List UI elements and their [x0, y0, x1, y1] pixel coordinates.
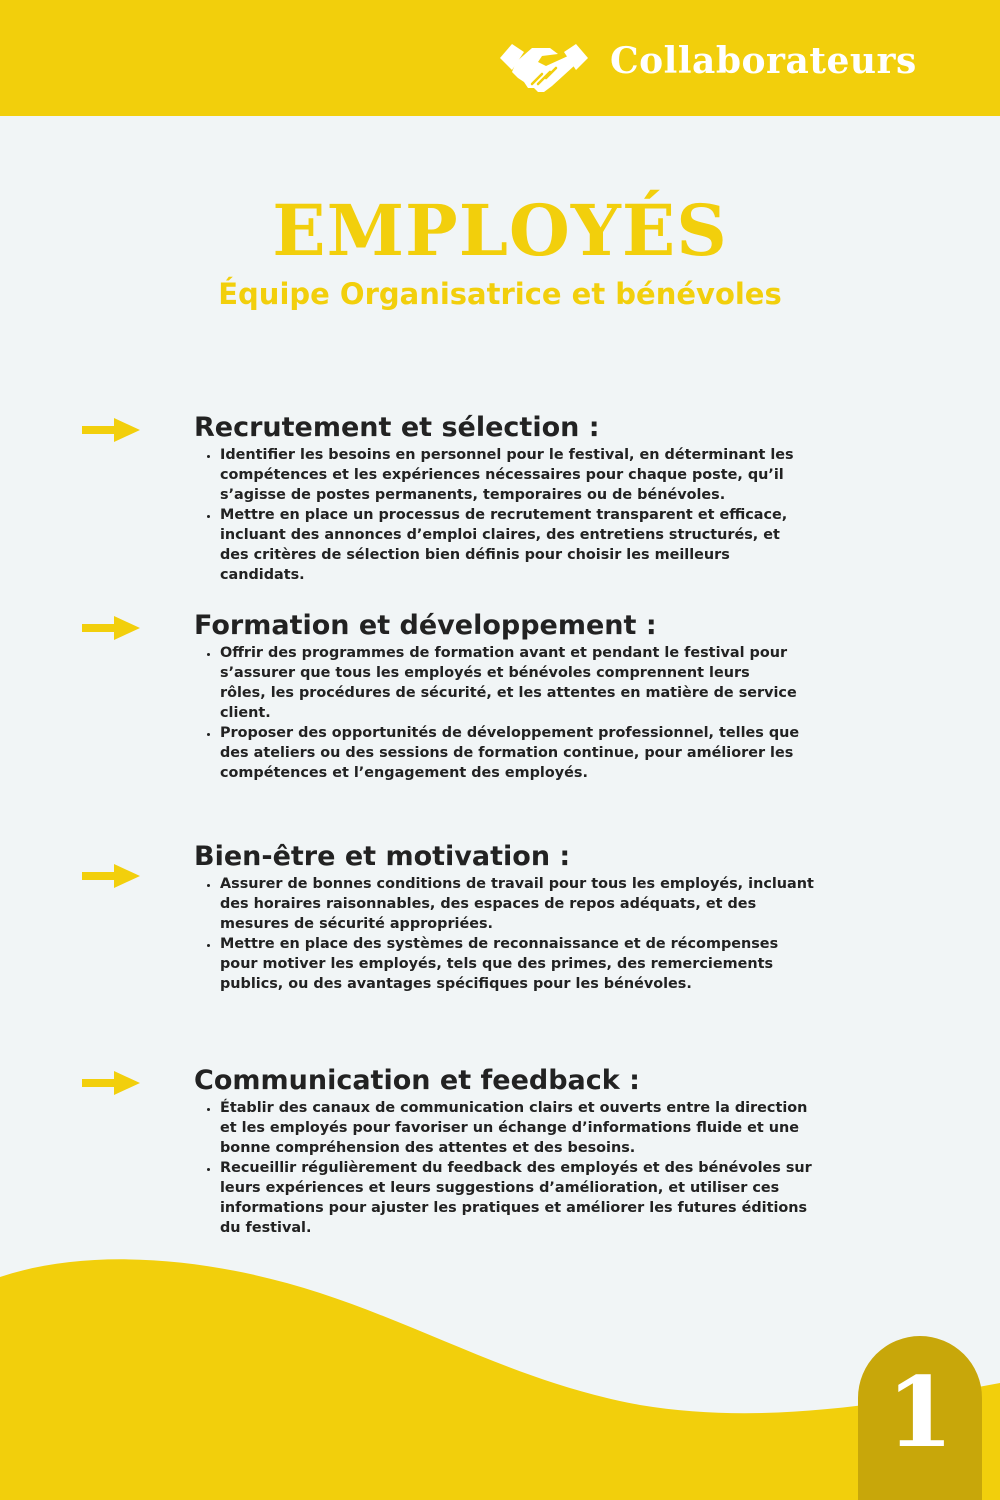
header-bar: [0, 0, 1000, 116]
section-heading: Communication et feedback :: [194, 1065, 640, 1096]
bullet-item: • Établir des canaux de communication clairs et ouverts entre la direction et les employés pour favoriser un échange d’informations fluide et une bonne compréhension des attentes et des besoins.: [220, 1098, 820, 1158]
section-heading: Formation et développement :: [194, 610, 657, 641]
bullet-item: • Mettre en place des systèmes de reconnaissance et de récompenses pour motiver les employés, tels que des primes, des remerciements publics, ou des avantages spécifiques pour les bénévoles.: [220, 934, 820, 994]
section-bullets: [204, 643, 800, 783]
section-bullets: [204, 1098, 820, 1238]
bullet-item: • Recueillir régulièrement du feedback des employés et des bénévoles sur leurs expériences et leurs suggestions d’amélioration, et utiliser ces informations pour ajuster les pratiques et améliorer les futures éditions du festival.: [220, 1158, 820, 1238]
section-bullets: [204, 445, 800, 585]
bullet-item: • Offrir des programmes de formation avant et pendant le festival pour s’assurer que tous les employés et bénévoles comprennent leurs rôles, les procédures de sécurité, et les attentes en matière de service client.: [220, 643, 800, 723]
arrow-right-icon: [80, 1068, 142, 1098]
arrow-right-icon: [80, 415, 142, 445]
section-bullets: [204, 874, 820, 994]
arrow-right-icon: [80, 861, 142, 891]
page-number: 1: [886, 1356, 954, 1469]
page-subtitle: Équipe Organisatrice et bénévoles: [218, 277, 782, 311]
handshake-icon: [498, 38, 590, 96]
bullet-item: • Identifier les besoins en personnel pour le festival, en déterminant les compétences et les expériences nécessaires pour chaque poste, qu’il s’agisse de postes permanents, temporaires ou de bénévoles.: [220, 445, 800, 505]
page-number-badge: [858, 1336, 982, 1500]
section-heading: Bien-être et motivation :: [194, 841, 571, 872]
header-title: Collaborateurs: [610, 40, 917, 82]
bullet-item: • Mettre en place un processus de recrutement transparent et efficace, incluant des annonces d’emploi claires, des entretiens structurés, et des critères de sélection bien définis pour choisir les meilleurs candidats.: [220, 505, 800, 585]
footer-wave: [0, 1255, 1000, 1500]
bullet-item: • Proposer des opportunités de développement professionnel, telles que des ateliers ou des sessions de formation continue, pour améliorer les compétences et l’engagement des employés.: [220, 723, 800, 783]
page-title: EMPLOYÉS: [272, 189, 728, 272]
section-heading: Recrutement et sélection :: [194, 412, 600, 443]
bullet-item: • Assurer de bonnes conditions de travail pour tous les employés, incluant des horaires raisonnables, des espaces de repos adéquats, et des mesures de sécurité appropriées.: [220, 874, 820, 934]
arrow-right-icon: [80, 613, 142, 643]
